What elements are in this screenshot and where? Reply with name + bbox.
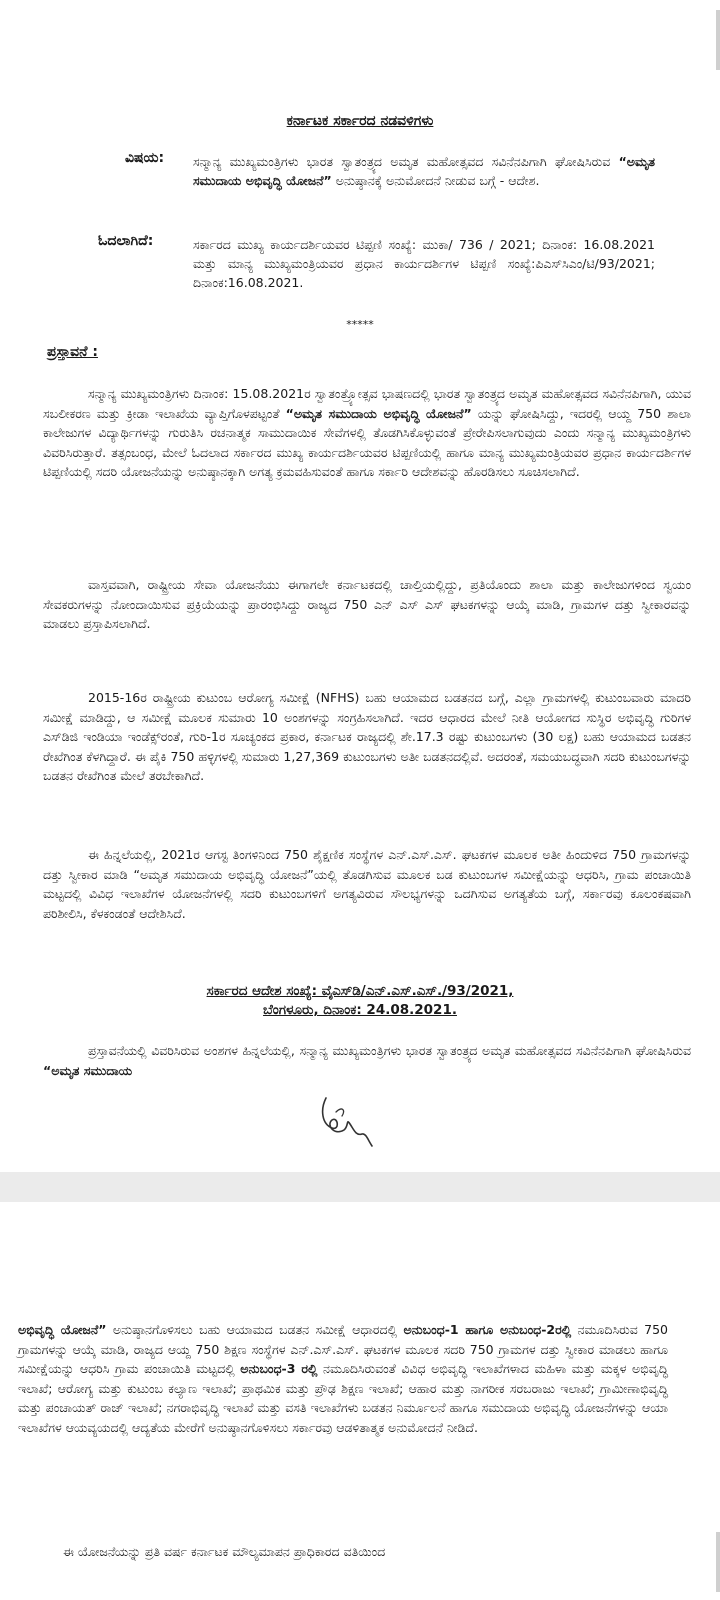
para5-scheme-name: “ಅಮೃತ ಸಮುದಾಯ xyxy=(43,1062,133,1078)
scheme-name: “ಅಮೃತ ಸಮುದಾಯ ಅಭಿವೃದ್ಧಿ ಯೋಜನೆ” xyxy=(193,154,655,188)
subject-text-a: ಸನ್ಮಾನ್ಯ ಮುಖ್ಯಮಂತ್ರಿಗಳು ಭಾರತ ಸ್ವಾತಂತ್ರ್ಯದ ಅಮೃತ ಮಹೋತ್ಸವದ ಸವಿನೆನಪಿಗಾಗಿ ಘೋಷಿಸಿರುವ xyxy=(193,154,619,169)
page2-paragraph-1 xyxy=(18,1320,668,1437)
order-place-date: ಬೆಂಗಳೂರು, ದಿನಾಂಕ: 24.08.2021. xyxy=(263,1002,457,1018)
reference-text: ಸರ್ಕಾರದ ಮುಖ್ಯ ಕಾರ್ಯದರ್ಶಿಯವರ ಟಿಪ್ಪಣಿ ಸಂಖ್ಯೆ: ಮುಕಾ/ 736 / 2021; ದಿನಾಂಕ: 16.08.2021 ಮತ್ತು ಮಾನ್ಯ ಮುಖ್ಯಮಂತ್ರಿಯವರ ಪ್ರಧಾನ ಕಾರ್ಯದರ್ಶಿಗಳ ಟಿಪ್ಪಣಿ ಸಂಖ್ಯೆ:ಪಿಎಸ್‌ಸಿಎಂ/ಟಿ/93/2021; ದಿನಾಂಕ:16.08.2021. xyxy=(193,237,655,290)
para1-text-a: ಸನ್ಮಾನ್ಯ ಮುಖ್ಯಮಂತ್ರಿಗಳು ದಿನಾಂಕ: 15.08.2021ರ ಸ್ವಾತಂತ್ರ್ಯೋತ್ಸವ ಭಾಷಣದಲ್ಲಿ ಭಾರತ ಸ್ವಾತಂತ್ರ್ಯದ ಅಮೃತ ಮಹೋತ್ಸವದ ಸವಿನೆನಪಿಗಾಗಿ, ಯುವ ಸಬಲೀಕರಣ ಮತ್ತು ಕ್ರೀಡಾ ಇಲಾಖೆಯ ವ್ಯಾಪ್ತಿಗೊಳಪಟ್ಟಂತೆ xyxy=(43,386,691,421)
page2-text-b: ನಮೂದಿಸಿರುವ 750 ಗ್ರಾಮಗಳನ್ನು ಆಯ್ಕೆ ಮಾಡಿ, ರಾಜ್ಯದ ಆಯ್ದ 750 ಶಿಕ್ಷಣ ಸಂಸ್ಥೆಗಳ ಎನ್.ಎಸ್.ಎಸ್. ಘಟಕಗಳ ಮೂಲಕ ಸದರಿ 750 ಗ್ರಾಮಗಳ ದತ್ತು ಸ್ವೀಕಾರ ಮಾಡಲು ಹಾಗೂ ಸಮೀಕ್ಷೆಯನ್ನು ಆಧರಿಸಿ ಗ್ರಾಮ ಪಂಚಾಯಿತಿ ಮಟ್ಟದಲ್ಲಿ xyxy=(18,1322,669,1376)
page2-scheme-name: ಅಭಿವೃದ್ಧಿ ಯೋಜನೆ” xyxy=(18,1322,107,1337)
preamble-paragraph-2: ವಾಸ್ತವವಾಗಿ, ರಾಷ್ಟ್ರೀಯ ಸೇವಾ ಯೋಜನೆಯು ಈಗಾಗಲೇ ಕರ್ನಾಟಕದಲ್ಲಿ ಚಾಲ್ತಿಯಲ್ಲಿದ್ದು, ಪ್ರತಿಯೊಂದು ಶಾಲಾ ಮತ್ತು ಕಾಲೇಜುಗಳಿಂದ ಸ್ವಯಂ ಸೇವಕರುಗಳನ್ನು ನೋಂದಾಯಿಸುವ ಪ್ರಕ್ರಿಯೆಯನ್ನು ಪ್ರಾರಂಭಿಸಿದ್ದು ರಾಜ್ಯದ 750 ಎನ್ ಎಸ್ ಎಸ್ ಘಟಕಗಳನ್ನು ಆಯ್ಕೆ ಮಾಡಿ, ಗ್ರಾಮಗಳ ದತ್ತು ಸ್ವೀಕಾರವನ್ನು ಮಾಡಲು ಪ್ರಸ್ತಾಪಿಸಲಾಗಿದೆ. xyxy=(43,577,691,631)
page2-paragraph-2: ಈ ಯೋಜನೆಯನ್ನು ಪ್ರತಿ ವರ್ಷ ಕರ್ನಾಟಕ ಮೌಲ್ಯಮಾಪನ ಪ್ರಾಧಿಕಾರದ ವತಿಯಿಂದ xyxy=(63,1544,386,1559)
document-page-2 xyxy=(0,1202,720,1600)
separator: ***** xyxy=(346,318,374,331)
preamble-heading: ಪ್ರಸ್ತಾವನೆ : xyxy=(47,344,98,360)
subject-text-b: ಅನುಷ್ಠಾನಕ್ಕೆ ಅನುಮೋದನೆ ನೀಡುವ ಬಗ್ಗೆ - ಆದೇಶ. xyxy=(331,173,540,188)
page2-text-c: ನಮೂದಿಸಿರುವಂತೆ ವಿವಿಧ ಅಭಿವೃದ್ಧಿ ಇಲಾಖೆಗಳಾದ ಮಹಿಳಾ ಮತ್ತು ಮಕ್ಕಳ ಅಭಿವೃದ್ಧಿ ಇಲಾಖೆ; ಆರೋಗ್ಯ ಮತ್ತು ಕುಟುಂಬ ಕಲ್ಯಾಣ ಇಲಾಖೆ; ಪ್ರಾಥಮಿಕ ಮತ್ತು ಪ್ರೌಢ ಶಿಕ್ಷಣ ಇಲಾಖೆ; ಆಹಾರ ಮತ್ತು ನಾಗರೀಕ ಸರಬರಾಜು ಇಲಾಖೆ; ಗ್ರಾಮೀಣಾಭಿವೃದ್ಧಿ ಮತ್ತು ಪಂಚಾಯತ್ ರಾಜ್ ಇಲಾಖೆ; ನಗರಾಭಿವೃದ್ಧಿ ಇಲಾಖೆ ಮತ್ತು ವಸತಿ ಇಲಾಖೆಗಳು ಬಡತನ ನಿರ್ಮೂಲನೆ ಹಾಗೂ ಸಮುದಾಯ ಅಭಿವೃದ್ಧಿ ಯೋಜನೆಗಳನ್ನು ಆಯಾ ಇಲಾಖೆಗಳ ಆಯವ್ಯಯದಲ್ಲಿ ಆದ್ಯತೆಯ ಮೇರೆಗೆ ಅನುಷ್ಠಾನಗೊಳಿಸಲು ಸರ್ಕಾರವು ಆಡಳಿತಾತ್ಮಕ ಅನುಮೋದನೆ ನೀಡಿದೆ. xyxy=(18,1361,668,1435)
page2-text-a: ಅನುಷ್ಠಾನಗೊಳಿಸಲು ಬಹು ಆಯಾಮದ ಬಡತನ ಸಮೀಕ್ಷೆ ಆಧಾರದಲ್ಲಿ xyxy=(106,1322,404,1337)
subject-label: ವಿಷಯ: xyxy=(125,150,165,166)
document-heading: ಕರ್ನಾಟಕ ಸರ್ಕಾರದ ನಡವಳಿಗಳು xyxy=(286,113,434,129)
subject-text xyxy=(193,152,655,190)
preamble-paragraph-3: 2015-16ರ ರಾಷ್ಟ್ರೀಯ ಕುಟುಂಬ ಆರೋಗ್ಯ ಸಮೀಕ್ಷೆ (NFHS) ಬಹು ಆಯಾಮದ ಬಡತನದ ಬಗ್ಗೆ, ಎಲ್ಲಾ ಗ್ರಾಮಗಳಲ್ಲಿ ಕುಟುಂಬವಾರು ಮಾದರಿ ಸಮೀಕ್ಷೆ ಮಾಡಿದ್ದು, ಆ ಸಮೀಕ್ಷೆ ಮೂಲಕ ಸುಮಾರು 10 ಅಂಶಗಳನ್ನು ಸಂಗ್ರಹಿಸಲಾಗಿದೆ. ಇದರ ಆಧಾರದ ಮೇಲೆ ನೀತಿ ಆಯೋಗದ ಸುಸ್ಥಿರ ಅಭಿವೃದ್ಧಿ ಗುರಿಗಳ ಎಸ್‌ಡಿಜಿ ಇಂಡಿಯಾ ಇಂಡೆಕ್ಸ್‌ರಂತೆ, ಗುರಿ-1ರ ಸೂಚ್ಯಂಕದ ಪ್ರಕಾರ, ಕರ್ನಾಟಕ ರಾಜ್ಯದಲ್ಲಿ ಶೇ.17.3 ರಷ್ಟು ಕುಟುಂಬಗಳು (30 ಲಕ್ಷ) ಬಹು ಆಯಾಮದ ಬಡತನ ರೇಖೆಗಿಂತ ಕೆಳಗಿದ್ದಾರೆ. ಈ ಪೈಕಿ 750 ಹಳ್ಳಿಗಳಲ್ಲಿ ಸುಮಾರು 1,27,369 ಕುಟುಂಬಗಳು ಅತೀ ಬಡತನದಲ್ಲಿವೆ. ಅದರಂತೆ, ಸಮಯಬದ್ಧವಾಗಿ ಸದರಿ ಕುಟುಂಬಗಳನ್ನು ಬಡತನ ರೇಖೆಗಿಂತ ಮೇಲೆ ತರಬೇಕಾಗಿದೆ. xyxy=(43,690,691,783)
order-number: ಸರ್ಕಾರದ ಆದೇಶ ಸಂಖ್ಯೆ: ವೈಎಸ್‌ಡಿ/ಎನ್.ಎಸ್.ಎಸ್./93/2021, xyxy=(206,983,514,999)
annex-3-ref: ಅನುಬಂಧ-3 ರಲ್ಲಿ xyxy=(240,1361,318,1376)
scan-edge-mark-2 xyxy=(716,1532,720,1592)
scan-edge-mark xyxy=(716,10,720,70)
annex-1-2-ref: ಅನುಬಂಧ-1 ಹಾಗೂ ಅನುಬಂಧ-2ರಲ್ಲಿ xyxy=(403,1322,572,1337)
reference-label: ಓದಲಾಗಿದೆ: xyxy=(98,233,154,249)
para1-text-b: ಯನ್ನು ಘೋಷಿಸಿದ್ದು, ಇದರಲ್ಲಿ ಆಯ್ದ 750 ಶಾಲಾ ಕಾಲೇಜುಗಳ ವಿದ್ಯಾರ್ಥಿಗಳನ್ನು ಗುರುತಿಸಿ ರಚನಾತ್ಮಕ ಸಾಮುದಾಯಿಕ ಸೇವೆಗಳಲ್ಲಿ ತೊಡಗಿಸಿಕೊಳ್ಳುವಂತೆ ಪ್ರೇರೇಪಿಸಲಾಗುವುದು ಎಂದು ಸನ್ಮಾನ್ಯ ಮುಖ್ಯಮಂತ್ರಿಗಳು ವಿವರಿಸಿರುತ್ತಾರೆ. ತತ್ಸಂಬಂಧ, ಮೇಲೆ ಓದಲಾದ ಸರ್ಕಾರದ ಮುಖ್ಯ ಕಾರ್ಯದರ್ಶಿಯವರ ಟಿಪ್ಪಣಿಯಲ್ಲಿ ಹಾಗೂ ಮಾನ್ಯ ಮುಖ್ಯಮಂತ್ರಿಯವರ ಪ್ರಧಾನ ಕಾರ್ಯದರ್ಶಿಗಳ ಟಿಪ್ಪಣಿಯಲ್ಲಿ ಸದರಿ ಯೋಜನೆಯನ್ನು ಅನುಷ್ಠಾನಕ್ಕಾಗಿ ಅಗತ್ಯ ಕ್ರಮವಹಿಸುವಂತೆ ಹಾಗೂ ಸರ್ಕಾರಿ ಆದೇಶವನ್ನು ಹೊರಡಿಸಲು ಸೂಚಿಸಲಾಗಿದೆ. xyxy=(43,405,691,479)
preamble-paragraph-1 xyxy=(43,384,691,482)
preamble-paragraph-4: ಈ ಹಿನ್ನಲೆಯಲ್ಲಿ, 2021ರ ಆಗಸ್ಟ ತಿಂಗಳಿನಿಂದ 750 ಶೈಕ್ಷಣಿಕ ಸಂಸ್ಥೆಗಳ ಎನ್.ಎಸ್.ಎಸ್. ಘಟಕಗಳ ಮೂಲಕ ಅತೀ ಹಿಂದುಳಿದ 750 ಗ್ರಾಮಗಳನ್ನು ದತ್ತು ಸ್ವೀಕಾರ ಮಾಡಿ “ಅಮೃತ ಸಮುದಾಯ ಅಭಿವೃದ್ಧಿ ಯೋಜನೆ”ಯಲ್ಲಿ ತೊಡಗಿಸುವ ಮೂಲಕ ಬಡ ಕುಟುಂಬಗಳ ಸಮೀಕ್ಷೆಯನ್ನು ಆಧರಿಸಿ, ಗ್ರಾಮ ಪಂಚಾಯಿತಿ ಮಟ್ಟದಲ್ಲಿ ವಿವಿಧ ಇಲಾಖೆಗಳ ಯೋಜನೆಗಳಲ್ಲಿ ಸದರಿ ಕುಟುಂಬಗಳಿಗೆ ಅಗತ್ಯವಿರುವ ಸೌಲಭ್ಯಗಳನ್ನು ಒದಗಿಸುವ ಅಗತ್ಯತೆಯ ಬಗ್ಗೆ, ಸರ್ಕಾರವು ಕೂಲಂಕಷವಾಗಿ ಪರಿಶೀಲಿಸಿ, ಕೆಳಕಂಡಂತೆ ಆದೇಶಿಸಿದೆ. xyxy=(43,847,691,921)
para5-text-a: ಪ್ರಸ್ತಾವನೆಯಲ್ಲಿ ವಿವರಿಸಿರುವ ಅಂಶಗಳ ಹಿನ್ನಲೆಯಲ್ಲಿ, ಸನ್ಮಾನ್ಯ ಮುಖ್ಯಮಂತ್ರಿಗಳು ಭಾರತ ಸ್ವಾತಂತ್ರ್ಯದ ಅಮೃತ ಮಹೋತ್ಸವದ ಸವಿನೆನಪಿಗಾಗಿ ಘೋಷಿಸಿರುವ xyxy=(88,1043,691,1058)
para1-scheme-name: “ಅಮೃತ ಸಮುದಾಯ ಅಭಿವೃದ್ಧಿ ಯೋಜನೆ” xyxy=(285,405,472,421)
page-gap xyxy=(0,1172,720,1202)
signature xyxy=(316,1090,378,1150)
order-paragraph xyxy=(43,1041,691,1080)
